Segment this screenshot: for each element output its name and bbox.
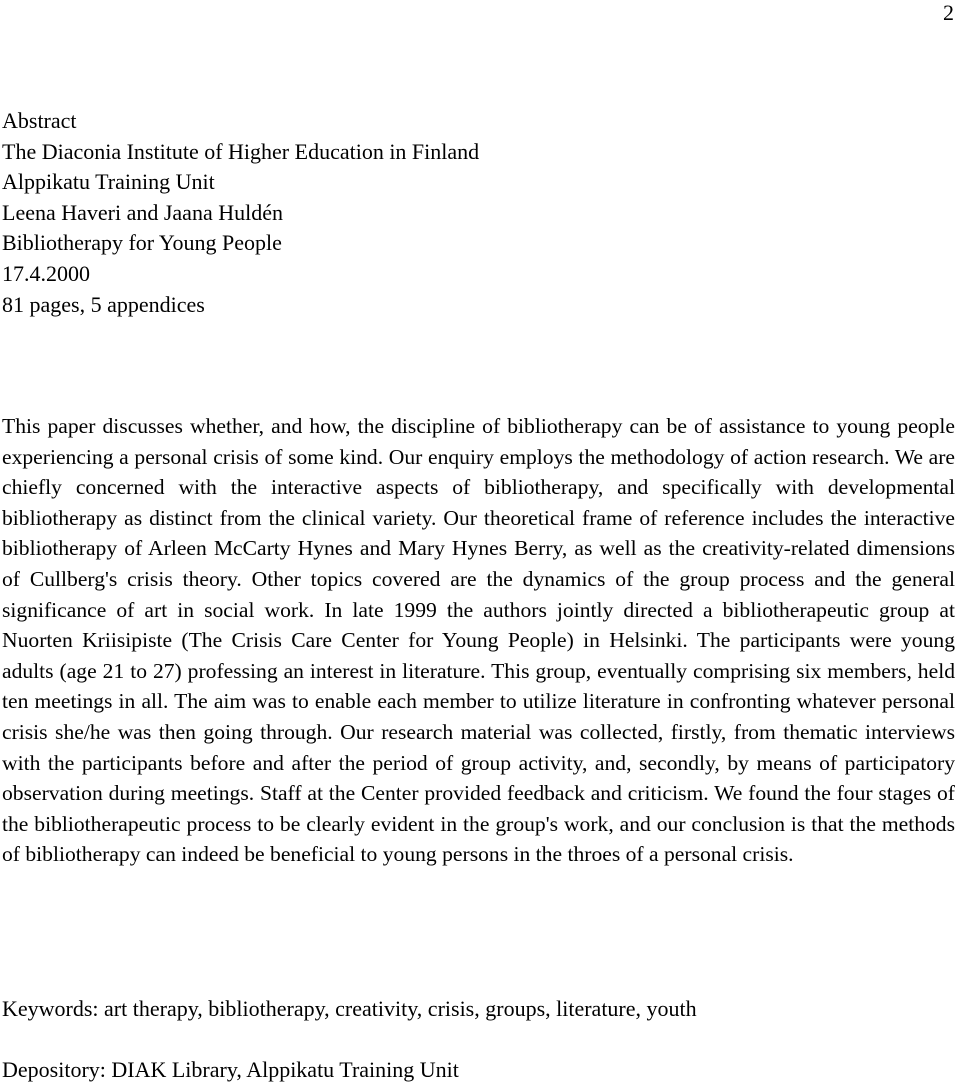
abstract-header <box>2 106 479 320</box>
abstract-body: This paper discusses whether, and how, the discipline of bibliotherapy can be of assistance to young people experiencing a personal crisis of some kind. Our enquiry employs the methodology of action research. We are chiefly concerned with the interactive aspects of bibliotherapy, and specifically with developmental bibliotherapy as distinct from the clinical variety. Our theoretical frame of reference includes the interactive bibliotherapy of Arleen McCarty Hynes and Mary Hynes Berry, as well as the creativity-related dimensions of Cullberg's crisis theory. Other topics covered are the dynamics of the group process and the general significance of art in social work. In late 1999 the authors jointly directed a bibliotherapeutic group at Nuorten Kriisipiste (The Crisis Care Center for Young People) in Helsinki. The participants were young adults (age 21 to 27) professing an interest in literature. This group, eventually comprising six members, held ten meetings in all. The aim was to enable each member to utilize literature in confronting whatever personal crisis she/he was then going through. Our research material was collected, firstly, from thematic interviews with the participants before and after the period of group activity, and, secondly, by means of participatory observation during meetings. Staff at the Center provided feedback and criticism. We found the four stages of the bibliotherapeutic process to be clearly evident in the group's work, and our conclusion is that the methods of bibliotherapy can indeed be beneficial to young persons in the throes of a personal crisis. <box>2 414 955 867</box>
document-date: 17.4.2000 <box>2 260 90 286</box>
document-title: Bibliotherapy for Young People <box>2 230 282 256</box>
training-unit: Alppikatu Training Unit <box>2 169 215 195</box>
depository: Depository: DIAK Library, Alppikatu Training Unit <box>2 1057 459 1082</box>
abstract-heading: Abstract <box>2 108 77 133</box>
institution-name: The Diaconia Institute of Higher Education in Finland <box>2 138 480 164</box>
keywords: Keywords: art therapy, bibliotherapy, creativity, crisis, groups, literature, youth <box>2 996 697 1021</box>
page-number: 2 <box>943 0 954 25</box>
page-count: 81 pages, 5 appendices <box>2 291 205 317</box>
authors: Leena Haveri and Jaana Huldén <box>2 199 283 225</box>
